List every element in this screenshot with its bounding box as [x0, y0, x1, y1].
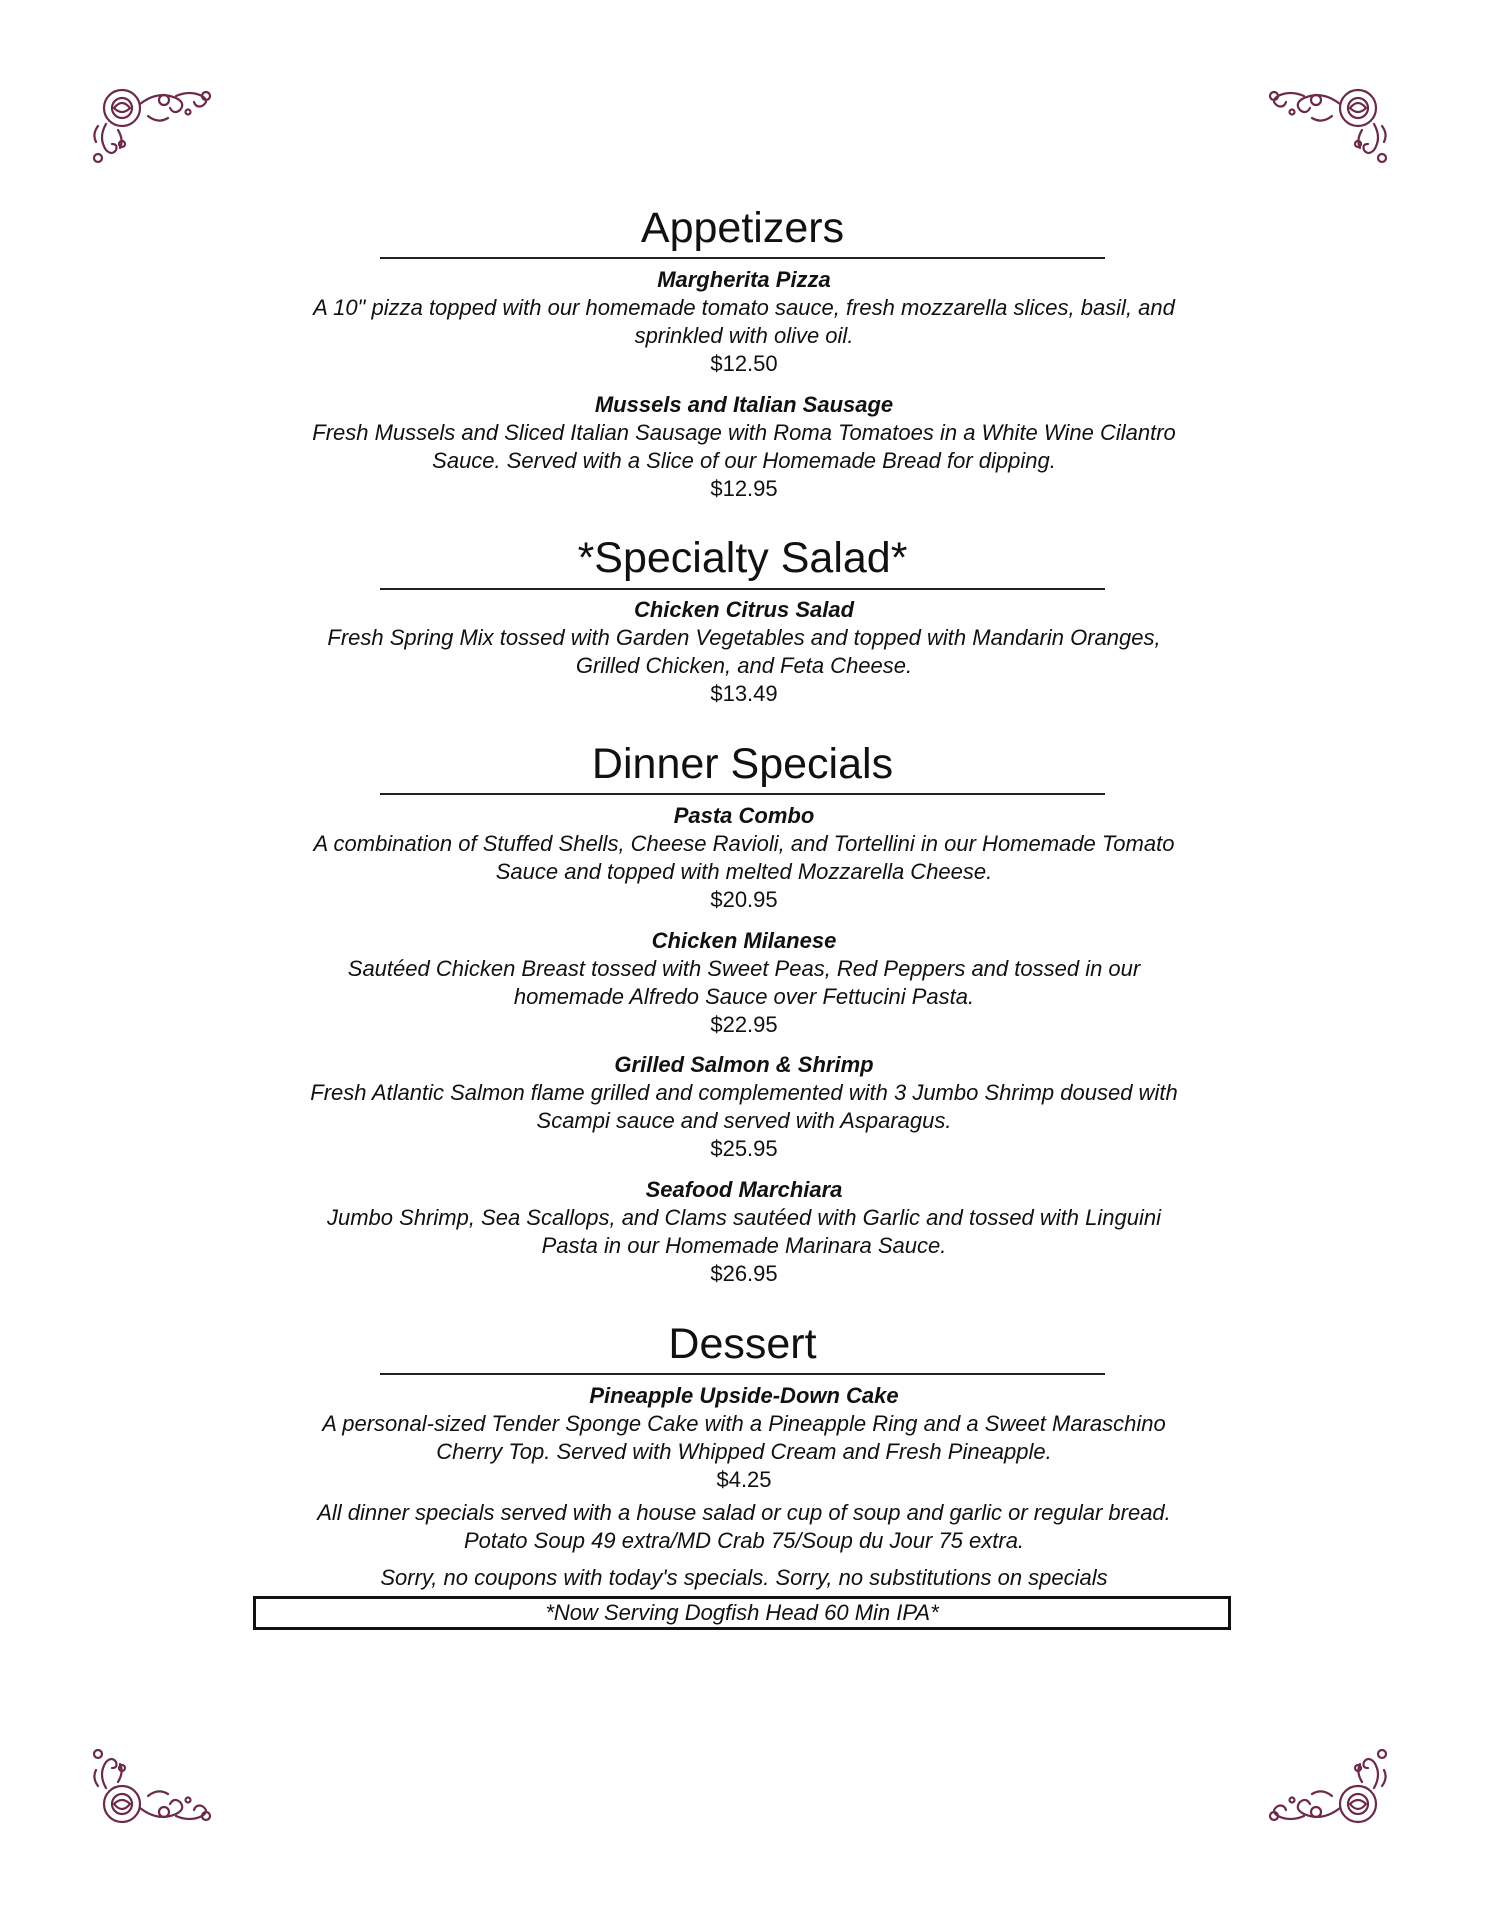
item-name: Mussels and Italian Sausage: [594, 392, 894, 417]
item-description-line: Fresh Atlantic Salmon flame grilled and complemented with 3 Jumbo Shrimp doused with: [310, 1080, 1178, 1105]
menu-item-margherita-pizza: [200, 266, 1288, 378]
item-description-line: Sauce. Served with a Slice of our Homemade Bread for dipping.: [432, 448, 1056, 473]
section-divider: [380, 1373, 1105, 1375]
flourish-icon: [88, 1740, 218, 1830]
ipa-banner: *Now Serving Dogfish Head 60 Min IPA*: [253, 1596, 1231, 1630]
item-name: Margherita Pizza: [657, 267, 831, 292]
item-name: Chicken Citrus Salad: [633, 597, 855, 622]
item-name: Pasta Combo: [673, 803, 815, 828]
item-price: $25.95: [710, 1136, 778, 1161]
soup-extras-note: Potato Soup 49 extra/MD Crab 75/Soup du Jour 75 extra.: [463, 1528, 1025, 1553]
section-title-appetizers: Appetizers: [640, 204, 845, 252]
menu-item-seafood-marchiara: [200, 1176, 1288, 1288]
item-name: Grilled Salmon & Shrimp: [614, 1052, 874, 1077]
item-description-line: A combination of Stuffed Shells, Cheese Ravioli, and Tortellini in our Homemade Tomato: [313, 831, 1175, 856]
menu-item-pineapple-upside-down-cake: [200, 1382, 1288, 1494]
corner-ornament-top-right: [1262, 82, 1392, 172]
item-price: $22.95: [710, 1012, 778, 1037]
section-divider: [380, 257, 1105, 259]
item-name: Pineapple Upside-Down Cake: [589, 1383, 899, 1408]
item-description-line: Grilled Chicken, and Feta Cheese.: [575, 653, 913, 678]
item-description-line: sprinkled with olive oil.: [634, 323, 854, 348]
item-description-line: Scampi sauce and served with Asparagus.: [536, 1108, 952, 1133]
menu-item-chicken-citrus-salad: [200, 596, 1288, 708]
item-description-line: homemade Alfredo Sauce over Fettucini Pasta.: [513, 984, 975, 1009]
item-description-line: A 10" pizza topped with our homemade tomato sauce, fresh mozzarella slices, basil, and: [313, 295, 1175, 320]
item-name: Chicken Milanese: [651, 928, 837, 953]
served-with-note: All dinner specials served with a house salad or cup of soup and garlic or regular bread.: [317, 1500, 1171, 1525]
corner-ornament-bottom-left: [88, 1740, 218, 1830]
item-description-line: Fresh Mussels and Sliced Italian Sausage with Roma Tomatoes in a White Wine Cilantro: [312, 420, 1176, 445]
section-divider: [380, 588, 1105, 590]
flourish-icon: [1262, 1740, 1392, 1830]
item-name: Seafood Marchiara: [645, 1177, 843, 1202]
corner-ornament-top-left: [88, 82, 218, 172]
item-description-line: Sautéed Chicken Breast tossed with Sweet Peas, Red Peppers and tossed in our: [347, 956, 1141, 981]
flourish-icon: [1262, 82, 1392, 172]
item-price: $12.95: [710, 476, 778, 501]
item-price: $4.25: [716, 1467, 772, 1492]
section-title-dinner-specials: Dinner Specials: [591, 740, 894, 788]
menu-item-grilled-salmon-shrimp: [200, 1051, 1288, 1163]
item-description-line: Pasta in our Homemade Marinara Sauce.: [541, 1233, 947, 1258]
flourish-icon: [88, 82, 218, 172]
item-price: $12.50: [710, 351, 778, 376]
menu-item-chicken-milanese: [200, 927, 1288, 1039]
menu-item-pasta-combo: [200, 802, 1288, 914]
corner-ornament-bottom-right: [1262, 1740, 1392, 1830]
item-description-line: Jumbo Shrimp, Sea Scallops, and Clams sautéed with Garlic and tossed with Linguini: [327, 1205, 1161, 1230]
item-price: $13.49: [710, 681, 778, 706]
disclaimer-note: Sorry, no coupons with today's specials. Sorry, no substitutions on specials: [380, 1565, 1108, 1590]
item-description-line: Fresh Spring Mix tossed with Garden Vegetables and topped with Mandarin Oranges,: [327, 625, 1161, 650]
menu-item-mussels-italian-sausage: [200, 391, 1288, 503]
item-description-line: A personal-sized Tender Sponge Cake with a Pineapple Ring and a Sweet Maraschino: [322, 1411, 1166, 1436]
item-description-line: Cherry Top. Served with Whipped Cream and Fresh Pineapple.: [436, 1439, 1052, 1464]
section-divider: [380, 793, 1105, 795]
item-price: $26.95: [710, 1261, 778, 1286]
section-title-specialty-salad: *Specialty Salad*: [577, 534, 908, 582]
item-description-line: Sauce and topped with melted Mozzarella Cheese.: [495, 859, 993, 884]
section-title-dessert: Dessert: [668, 1320, 817, 1368]
item-price: $20.95: [710, 887, 778, 912]
